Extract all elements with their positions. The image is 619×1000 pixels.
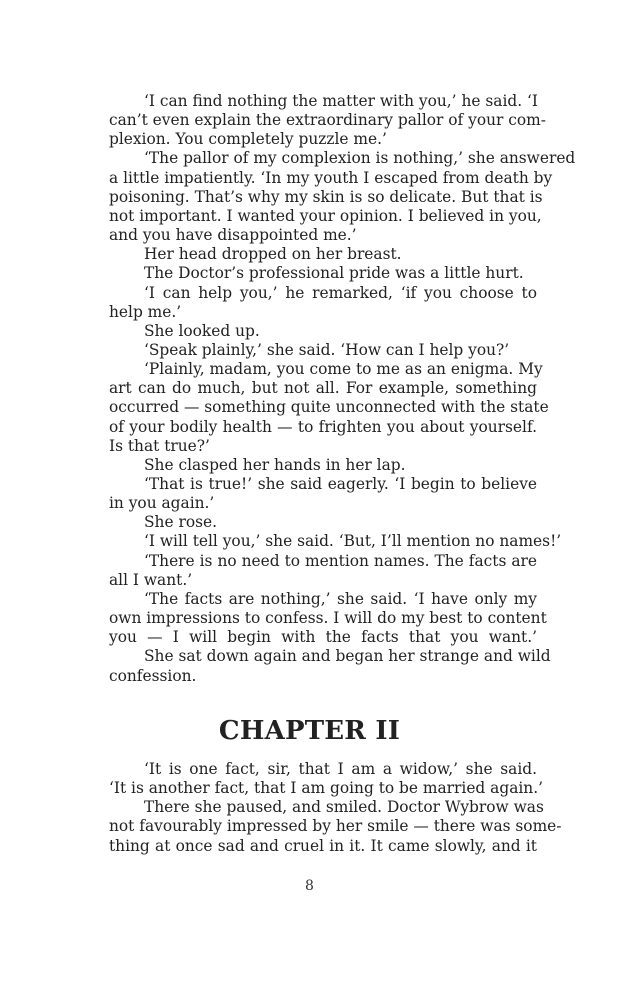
- text-line: can’t even explain the extraordinary pallor of your com-: [109, 111, 546, 130]
- chapter-heading: CHAPTER II: [218, 716, 401, 746]
- page-number: 8: [305, 878, 314, 894]
- text-line: ‘There is no need to mention names. The facts are: [144, 551, 537, 570]
- text-line: own impressions to confess. I will do my best to content: [109, 609, 547, 628]
- text-line: ‘I can help you,’ he remarked, ‘if you choose to: [144, 283, 537, 302]
- text-line: in you again.’: [109, 494, 215, 513]
- text-line: Her head dropped on her breast.: [144, 245, 402, 264]
- text-line: ‘I will tell you,’ she said. ‘But, I’ll mention no names!’: [144, 532, 562, 551]
- text-line: thing at once sad and cruel in it. It came slowly, and it: [109, 836, 537, 855]
- text-line: art can do much, but not all. For example, something: [109, 379, 537, 398]
- text-line: confession.: [109, 666, 197, 685]
- text-line: She rose.: [144, 513, 217, 532]
- text-line: ‘That is true!’ she said eagerly. ‘I begin to believe: [144, 475, 537, 493]
- text-line: ‘It is one fact, sir, that I am a widow,’ she said.: [144, 760, 537, 778]
- text-line: ‘I can find nothing the matter with you,’ he said. ‘I: [144, 92, 538, 110]
- text-line: help me.’: [109, 302, 182, 321]
- text-line: ‘The facts are nothing,’ she said. ‘I have only my: [144, 589, 537, 608]
- text-line: occurred — something quite unconnected with the state: [109, 398, 549, 417]
- text-line: a little impatiently. ‘In my youth I escaped from death by: [109, 168, 553, 187]
- text-line: Is that true?’: [109, 436, 210, 455]
- text-line: and you have disappointed me.’: [109, 226, 357, 245]
- text-line: not important. I wanted your opinion. I believed in you,: [109, 206, 542, 225]
- text-line: ‘Speak plainly,’ she said. ‘How can I help you?’: [144, 340, 510, 359]
- text-line: ‘It is another fact, that I am going to be married again.’: [109, 779, 543, 798]
- text-line: all I want.’: [109, 570, 193, 589]
- text-line: She sat down again and began her strange and wild: [144, 647, 551, 666]
- text-line: ‘The pallor of my complexion is nothing,’ she answered: [144, 149, 576, 168]
- text-line: She clasped her hands in her lap.: [144, 455, 406, 474]
- text-line: you — I will begin with the facts that you want.’: [109, 628, 537, 647]
- text-line: There she paused, and smiled. Doctor Wybrow was: [144, 798, 544, 817]
- text-line: poisoning. That’s why my skin is so delicate. But that is: [109, 187, 543, 206]
- text-line: plexion. You completely puzzle me.’: [109, 130, 387, 149]
- text-line: of your bodily health — to frighten you about yourself.: [109, 417, 537, 436]
- text-line: The Doctor’s professional pride was a little hurt.: [144, 264, 524, 283]
- text-line: ‘Plainly, madam, you come to me as an enigma. My: [144, 360, 543, 379]
- text-line: She looked up.: [144, 321, 260, 340]
- text-line: not favourably impressed by her smile — there was some-: [109, 817, 562, 836]
